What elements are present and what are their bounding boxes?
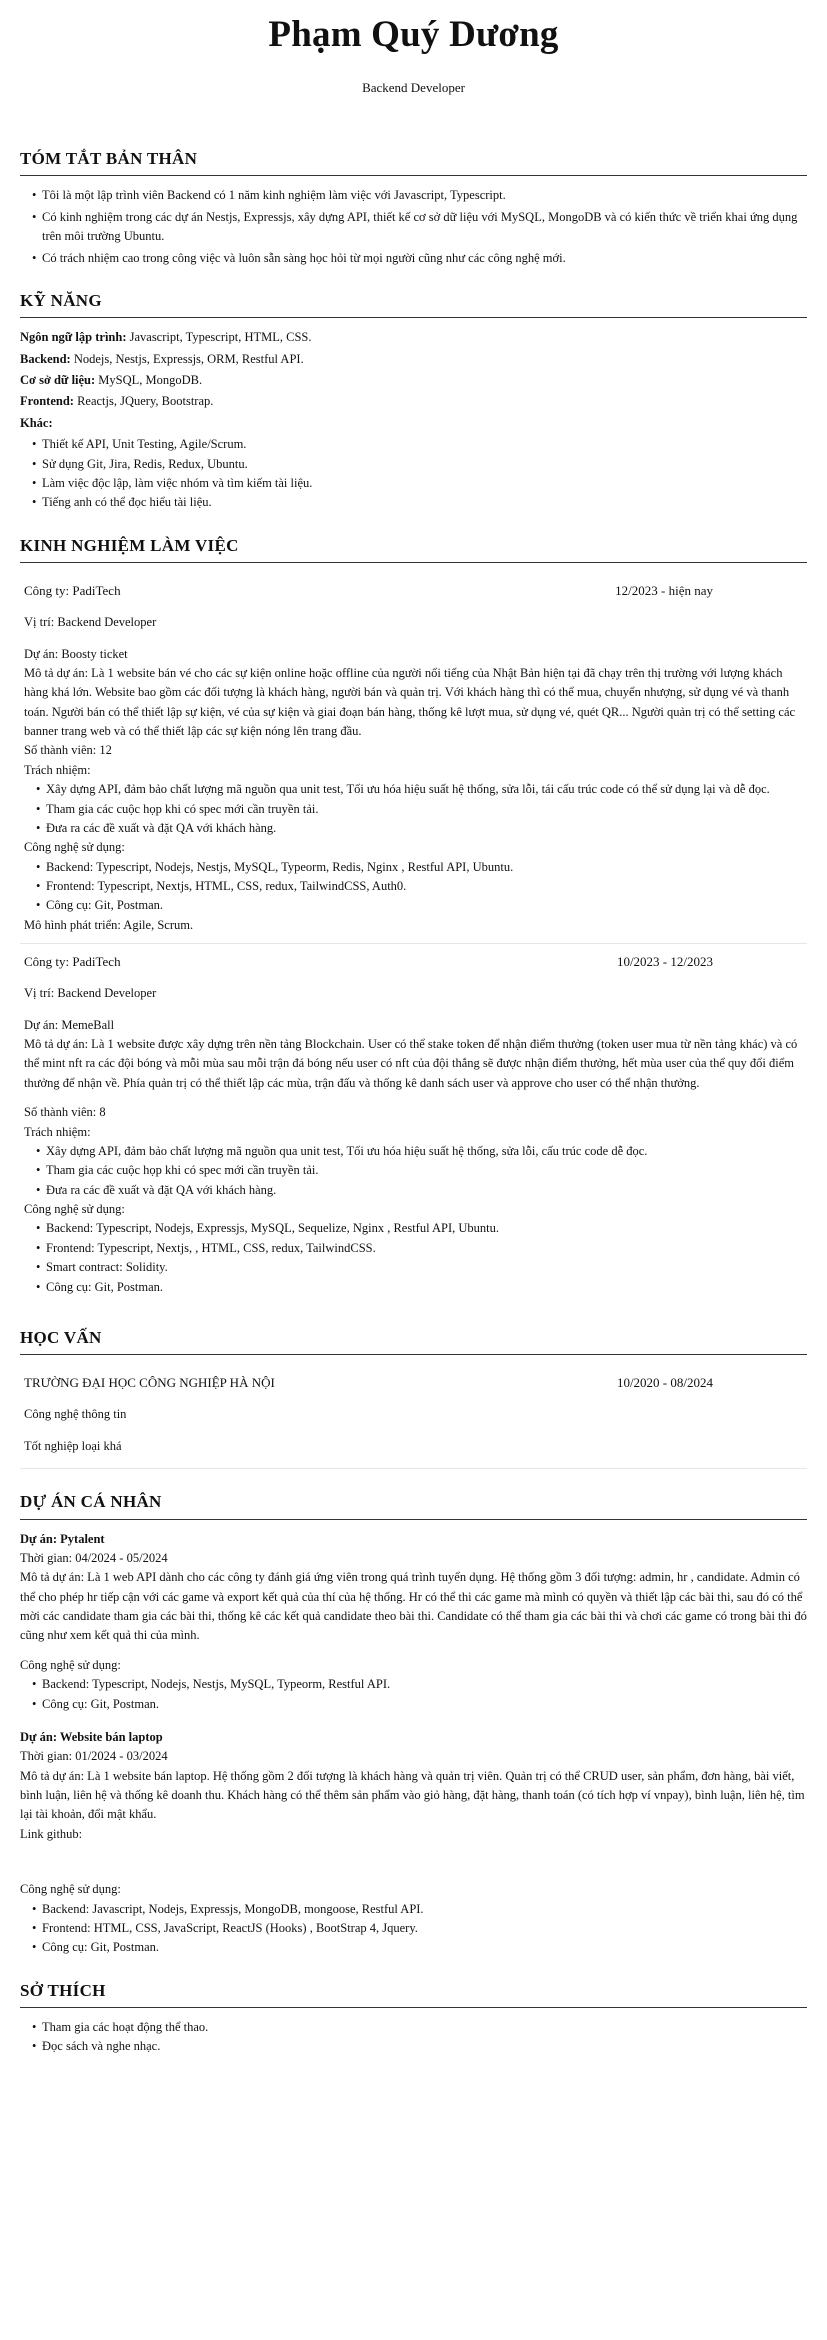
list-item: • Backend: Typescript, Nodejs, Nestjs, MySQL, Typeorm, Restful API. (32, 1675, 807, 1694)
skill-label: Backend: (20, 351, 71, 366)
education-school: TRƯỜNG ĐẠI HỌC CÔNG NGHIỆP HÀ NỘI (24, 1375, 275, 1391)
project-time: Thời gian: 01/2024 - 03/2024 (20, 1749, 168, 1764)
job-company: Công ty: PadiTech (24, 954, 121, 970)
cv-header (20, 0, 807, 126)
list-item: • Đọc sách và nghe nhạc. (32, 2037, 807, 2056)
job-description: Mô tả dự án: Là 1 website bán vé cho các sự kiện online hoặc offline của người nổi tiếng của Nhật Bản hiện tại đã chạy trên thị trường với lượng khách hàng khá lớn. Website bao gồm các đối tượng là khách hàng, người bán và quản trị. Với khách hàng thì có thể mua, chuyển nhượng, sử dụng vé và thanh toán. Người bán có thể thiết lập sự kiện, vé của sự kiện và giai đoạn bán hàng, thống kê lượt mua, sử dụng vé, quét QR... Người quản trị có thể setting các banner trang web và có thể thiết lập các sự kiện nóng lên trang đầu. (24, 665, 796, 739)
skill-value: Nodejs, Nestjs, Expressjs, ORM, Restful API. (70, 351, 304, 366)
project-tech-label: Công nghệ sử dụng: (20, 1882, 121, 1897)
projects-heading: DỰ ÁN CÁ NHÂN (20, 1489, 807, 1519)
job-duties-list (24, 780, 803, 838)
project-name: Dự án: Website bán laptop (20, 1729, 163, 1744)
list-item: • Làm việc độc lập, làm việc nhóm và tìm kiếm tài liệu. (32, 474, 807, 493)
education-degree: Tốt nghiệp loại khá (24, 1438, 122, 1453)
list-item: • Backend: Typescript, Nodejs, Expressjs, MySQL, Sequelize, Nginx , Restful API, Ubuntu. (36, 1219, 803, 1238)
candidate-title: Backend Developer (362, 80, 465, 95)
list-item: • Tiếng anh có thể đọc hiểu tài liệu. (32, 493, 807, 512)
list-item: • Tham gia các cuộc họp khi có spec mới cần truyền tải. (36, 800, 803, 819)
list-item: • Có kinh nghiệm trong các dự án Nestjs, Expressjs, xây dựng API, thiết kế cơ sở dữ liệu với MySQL, MongoDB và có kiến thức về triển khai ứng dụng trên môi trường Ubuntu. (32, 208, 807, 247)
project-entry (20, 1728, 807, 1958)
skill-value: Reactjs, JQuery, Bootstrap. (73, 394, 214, 409)
job-position: Vị trí: Backend Developer (24, 615, 157, 630)
job-duties-label: Trách nhiệm: (24, 1124, 91, 1139)
skill-line (20, 371, 807, 390)
job-date: 10/2023 - 12/2023 (616, 954, 713, 970)
list-item: • Công cụ: Git, Postman. (36, 896, 803, 915)
hobbies-heading: SỞ THÍCH (20, 1978, 807, 2008)
job-project: Dự án: MemeBall (24, 1017, 115, 1032)
list-item: • Tham gia các hoạt động thể thao. (32, 2018, 807, 2037)
job-duties-label: Trách nhiệm: (24, 762, 91, 777)
hobbies-list (20, 2018, 807, 2057)
list-item: • Công cụ: Git, Postman. (32, 1695, 807, 1714)
project-description: Mô tả dự án: Là 1 web API dành cho các công ty đánh giá ứng viên trong quá trình tuyển dụng. Hệ thống gồm 3 đối tượng: admin, hr , candidate. Admin có thể cho phép hr tiếp cận với các game và export kết quả của thí của hệ thống. Hr có thể thi các game mà mình có quyền và thiết lập các bài thi, sau đó có thể mời các candidate tham gia các bài thi, thống kê các kết quả candidate theo bài thi. Candidate có thể tham gia các bài thi và chơi các game có trong bài thi đó cũng như xem kết quả thi của mình. (20, 1570, 807, 1643)
project-name: Dự án: Pytalent (20, 1531, 105, 1546)
job-header (24, 581, 803, 601)
projects-section (20, 1489, 807, 1957)
job-description: Mô tả dự án: Là 1 website được xây dựng trên nền tảng Blockchain. User có thể stake token để nhận điểm thưởng (token user mua từ nền tảng khác) và có thể mint nft ra các đội bóng và mỗi mùa sau mỗi trận đá bóng nếu user có nft của đội thắng sẽ được nhận điểm thưởng, hết mùa user của thể quy đổi điểm thưởng để nhận về. Phía quản trị có thể thiết lập các mùa, trận đấu và thống kê danh sách user và approve cho user có thể nhận thưởng. (24, 1037, 798, 1090)
list-item: • Backend: Typescript, Nodejs, Nestjs, MySQL, Typeorm, Redis, Nginx , Restful API, Ubuntu. (36, 858, 803, 877)
skill-label: Cơ sở dữ liệu: (20, 373, 96, 388)
summary-section (20, 146, 807, 268)
job-entry (20, 573, 807, 944)
skill-label: Frontend: (20, 394, 74, 409)
list-item: • Có trách nhiệm cao trong công việc và luôn sẵn sàng học hỏi từ mọi người cũng như các công nghệ mới. (32, 249, 807, 268)
skills-section (20, 288, 807, 513)
skill-other-label: Khác: (20, 415, 53, 430)
project-tech-list (20, 1675, 807, 1714)
job-position: Vị trí: Backend Developer (24, 986, 157, 1001)
job-model: Mô hình phát triển: Agile, Scrum. (24, 917, 194, 932)
job-entry (20, 944, 807, 1305)
list-item: • Frontend: Typescript, Nextjs, , HTML, CSS, redux, TailwindCSS. (36, 1239, 803, 1258)
job-tech-label: Công nghệ sử dụng: (24, 840, 125, 855)
contact-row (20, 98, 807, 126)
job-tech-list (24, 858, 803, 916)
list-item: • Xây dựng API, đảm bảo chất lượng mã nguồn qua unit test, Tối ưu hóa hiệu suất hệ thống, sửa lỗi, tái cấu trúc code có thể sử dụng lại và dễ đọc. (36, 780, 803, 799)
skill-line (20, 350, 807, 369)
skills-heading: KỸ NĂNG (20, 288, 807, 318)
list-item: • Frontend: HTML, CSS, JavaScript, ReactJS (Hooks) , BootStrap 4, Jquery. (32, 1919, 807, 1938)
list-item: • Xây dựng API, đảm bảo chất lượng mã nguồn qua unit test, Tối ưu hóa hiệu suất hệ thống, sửa lỗi, cấu trúc code dễ đọc. (36, 1142, 803, 1161)
list-item: • Tôi là một lập trình viên Backend có 1 năm kinh nghiệm làm việc với Javascript, Typescript. (32, 186, 807, 205)
job-header (24, 952, 803, 972)
job-company: Công ty: PadiTech (24, 583, 121, 599)
skill-label: Ngôn ngữ lập trình: (20, 330, 127, 345)
job-tech-list (24, 1219, 803, 1297)
experience-section (20, 533, 807, 1305)
list-item: • Đưa ra các đề xuất và đặt QA với khách hàng. (36, 819, 803, 838)
list-item: • Smart contract: Solidity. (36, 1258, 803, 1277)
summary-list (20, 186, 807, 268)
skill-value: MySQL, MongoDB. (95, 373, 203, 388)
list-item: • Sử dụng Git, Jira, Redis, Redux, Ubuntu. (32, 455, 807, 474)
list-item: • Frontend: Typescript, Nextjs, HTML, CSS, redux, TailwindCSS, Auth0. (36, 877, 803, 896)
skill-other-list (20, 435, 807, 513)
education-entry (20, 1365, 807, 1469)
job-members: Số thành viên: 12 (24, 743, 112, 758)
job-duties-list (24, 1142, 803, 1200)
skill-value: Javascript, Typescript, HTML, CSS. (126, 330, 312, 345)
project-description: Mô tả dự án: Là 1 website bán laptop. Hệ thống gồm 2 đối tượng là khách hàng và quản trị viên. Quản trị có thể CRUD user, sản phẩm, đơn hàng, bài viết, bình luận, liên hệ và thống kê doanh thu. Khách hàng có thể thêm sản phẩm vào giỏ hàng, đặt hàng, thanh toán (có tích hợp ví vnpay), bình luận, liên hệ, tìm lại tài khoản, đổi mật khẩu. (20, 1768, 805, 1822)
education-major: Công nghệ thông tin (24, 1407, 127, 1422)
project-tech-list (20, 1900, 807, 1958)
hobbies-section (20, 1978, 807, 2057)
project-link-label: Link github: (20, 1826, 83, 1841)
education-heading: HỌC VẤN (20, 1325, 807, 1355)
project-time: Thời gian: 04/2024 - 05/2024 (20, 1550, 168, 1565)
skill-line (20, 414, 807, 433)
github-link[interactable] (20, 1844, 807, 1880)
job-date: 12/2023 - hiện nay (615, 583, 713, 599)
candidate-name: Phạm Quý Dương (268, 14, 559, 55)
list-item: • Công cụ: Git, Postman. (36, 1278, 803, 1297)
experience-heading: KINH NGHIỆM LÀM VIỆC (20, 533, 807, 563)
skill-line (20, 328, 807, 347)
education-header (24, 1373, 803, 1393)
project-tech-label: Công nghệ sử dụng: (20, 1657, 121, 1672)
list-item: • Công cụ: Git, Postman. (32, 1938, 807, 1957)
skill-line (20, 392, 807, 411)
job-project: Dự án: Boosty ticket (24, 646, 128, 661)
list-item: • Tham gia các cuộc họp khi có spec mới cần truyền tải. (36, 1161, 803, 1180)
list-item: • Đưa ra các đề xuất và đặt QA với khách hàng. (36, 1181, 803, 1200)
spacer (20, 1646, 807, 1656)
list-item: • Backend: Javascript, Nodejs, Expressjs, MongoDB, mongoose, Restful API. (32, 1900, 807, 1919)
job-members: Số thành viên: 8 (24, 1105, 106, 1120)
summary-heading: TÓM TẮT BẢN THÂN (20, 146, 807, 176)
education-section (20, 1325, 807, 1469)
education-date: 10/2020 - 08/2024 (616, 1375, 713, 1391)
job-tech-label: Công nghệ sử dụng: (24, 1202, 125, 1217)
project-entry (20, 1530, 807, 1714)
spacer (24, 1093, 803, 1103)
list-item: • Thiết kế API, Unit Testing, Agile/Scrum. (32, 435, 807, 454)
